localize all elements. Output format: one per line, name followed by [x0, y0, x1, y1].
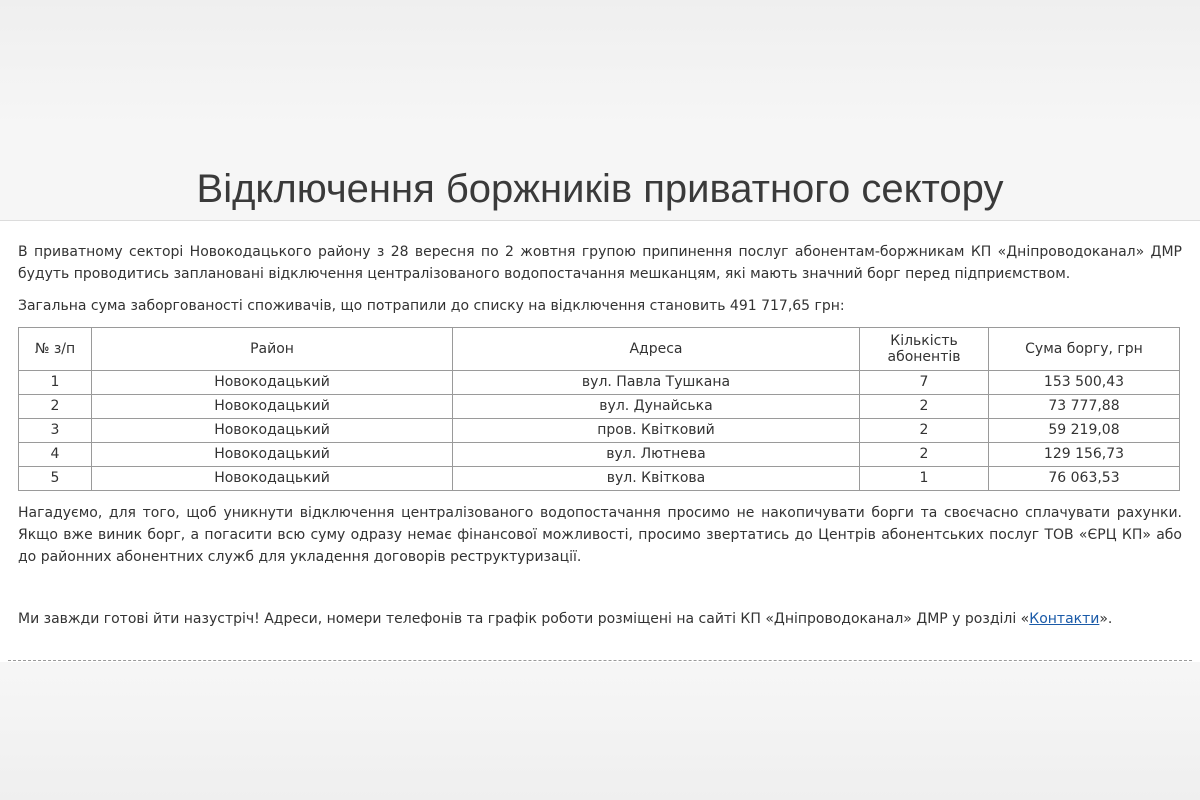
header-sum: Сума боргу, грн [989, 328, 1180, 371]
cell-address: вул. Павла Тушкана [453, 371, 860, 395]
page-title: Відключення боржників приватного сектору [196, 167, 1004, 211]
cell-num: 1 [19, 371, 92, 395]
debtors-table [18, 327, 1180, 491]
contacts-link[interactable]: Контакти [1029, 611, 1100, 627]
table-row [19, 443, 1180, 467]
cell-count: 2 [860, 395, 989, 419]
table-row [19, 371, 1180, 395]
table-row [19, 395, 1180, 419]
table-row [19, 419, 1180, 443]
dashed-divider [8, 660, 1192, 661]
cell-address: вул. Дунайська [453, 395, 860, 419]
cell-count: 1 [860, 467, 989, 491]
cell-sum: 129 156,73 [989, 443, 1180, 467]
cell-district: Новокодацький [92, 371, 453, 395]
cell-sum: 73 777,88 [989, 395, 1180, 419]
header-district: Район [92, 328, 453, 371]
cell-num: 4 [19, 443, 92, 467]
cell-district: Новокодацький [92, 443, 453, 467]
article-content [0, 220, 1200, 662]
table-header-row [19, 328, 1180, 371]
cell-district: Новокодацький [92, 395, 453, 419]
reminder-paragraph: Нагадуємо, для того, щоб уникнути відключення централізованого водопостачання просимо не накопичувати борги та своєчасно сплачувати рахунки. Якщо вже виник борг, а погасити всю суму одразу немає фінансової можливості, просимо звертатись до Центрів абонентських послуг ТОВ «ЄРЦ КП» або до районних абонентних служб для укладення договорів реструктуризації. [18, 505, 1182, 565]
cell-address: вул. Квіткова [453, 467, 860, 491]
cell-num: 3 [19, 419, 92, 443]
header-count-line2: абонентів [887, 349, 961, 365]
contact-suffix: ». [1099, 611, 1113, 627]
cell-count: 2 [860, 443, 989, 467]
cell-sum: 59 219,08 [989, 419, 1180, 443]
cell-num: 5 [19, 467, 92, 491]
header-address: Адреса [453, 328, 860, 371]
header-count [860, 328, 989, 371]
cell-address: пров. Квітковий [453, 419, 860, 443]
contact-prefix: Ми завжди готові йти назустріч! Адреси, номери телефонів та графік роботи розміщені на сайті КП «Дніпроводоканал» ДМР у розділі « [18, 611, 1030, 627]
table-row [19, 467, 1180, 491]
total-debt-paragraph: Загальна сума заборгованості споживачів, що потрапили до списку на відключення становить 491 717,65 грн: [18, 298, 845, 314]
cell-sum: 76 063,53 [989, 467, 1180, 491]
cell-district: Новокодацький [92, 467, 453, 491]
cell-count: 7 [860, 371, 989, 395]
cell-district: Новокодацький [92, 419, 453, 443]
cell-num: 2 [19, 395, 92, 419]
intro-paragraph: В приватному секторі Новокодацького району з 28 вересня по 2 жовтня групою припинення послуг абонентам-боржникам КП «Дніпроводоканал» ДМР будуть проводитись заплановані відключення централізованого водопостачання мешканцям, які мають значний борг перед підприємством. [18, 244, 1182, 282]
header-num: № з/п [19, 328, 92, 371]
header-count-line1: Кількість [890, 333, 958, 349]
contact-paragraph [18, 608, 1182, 630]
cell-sum: 153 500,43 [989, 371, 1180, 395]
cell-address: вул. Лютнева [453, 443, 860, 467]
cell-count: 2 [860, 419, 989, 443]
